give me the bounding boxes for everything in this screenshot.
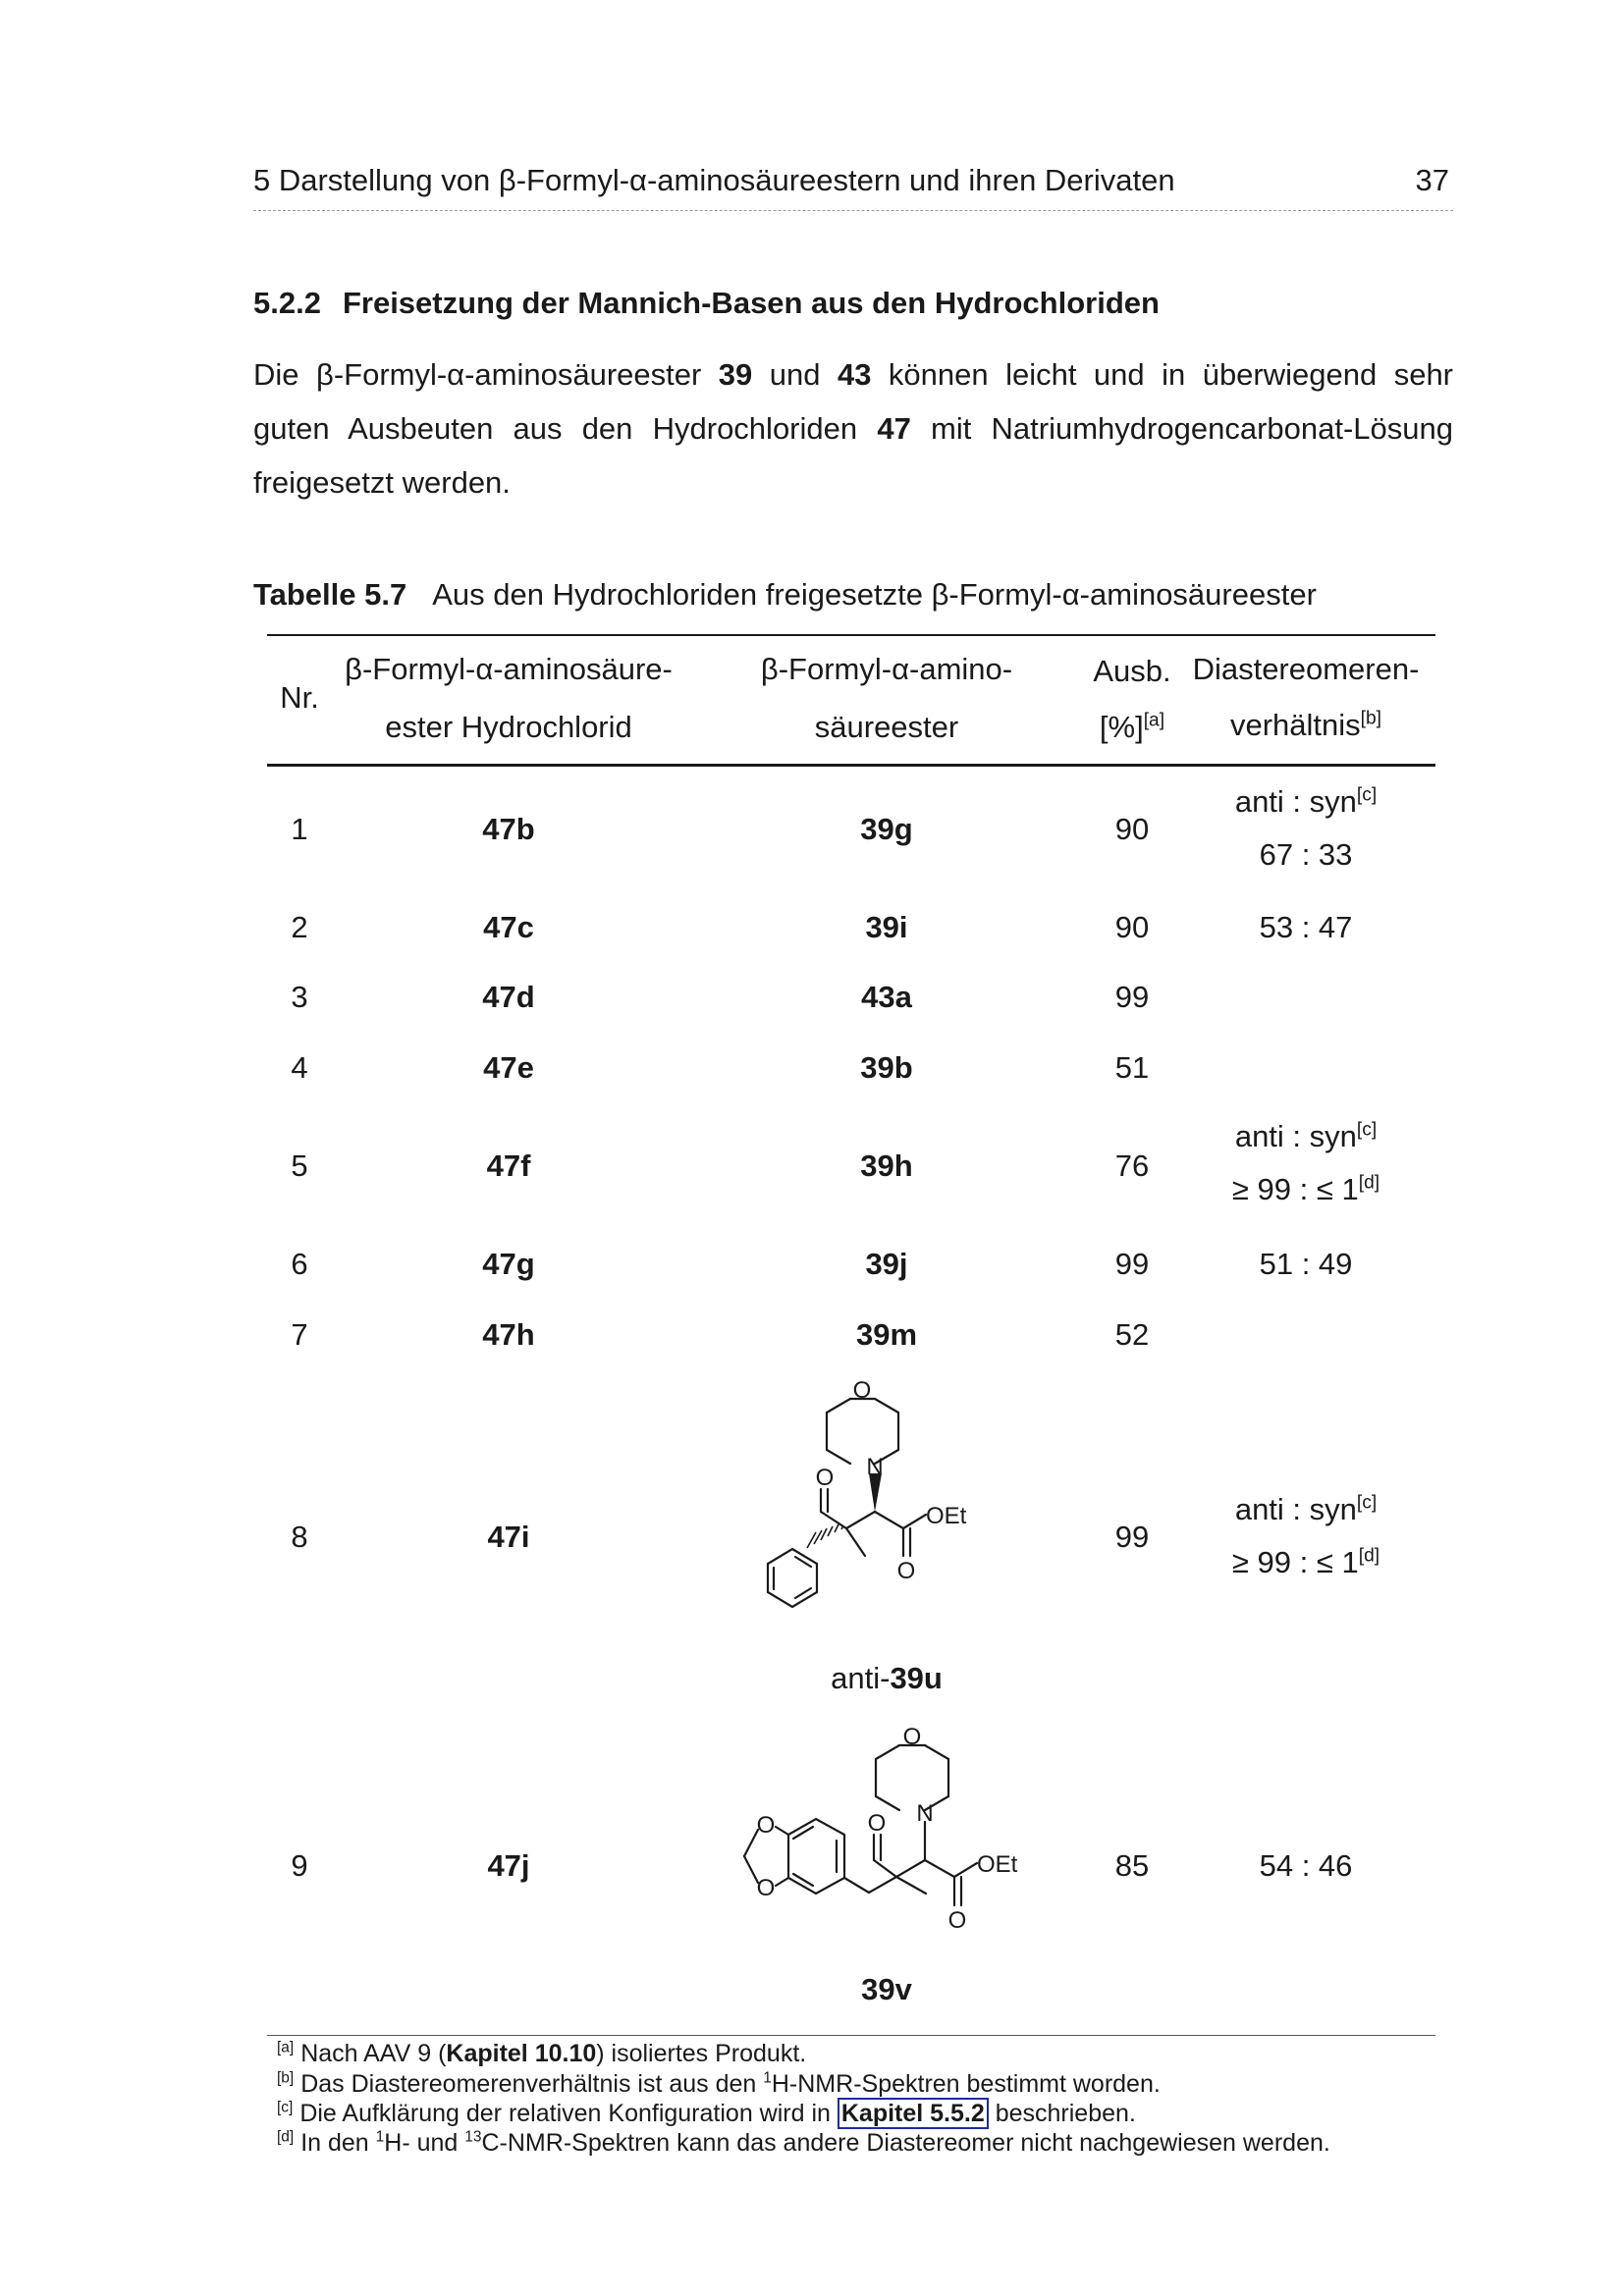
structure-anti-39u	[727, 1360, 1060, 1654]
footnote-mark: [a]	[277, 2039, 295, 2056]
isotope-number: 13	[464, 2128, 482, 2146]
footnote-text: Das Diastereomerenverhältnis ist aus den	[300, 2070, 764, 2098]
row3-hydrochloride: 47d	[482, 980, 535, 1014]
footnote-mark: [c]	[1356, 1119, 1378, 1141]
row9-hydrochloride: 47j	[487, 1848, 530, 1883]
stereo-prefix: anti-	[831, 1661, 891, 1695]
row5-dr-value	[1176, 1172, 1435, 1207]
bond	[776, 1827, 788, 1835]
bond	[875, 1512, 903, 1528]
bond	[827, 1450, 850, 1464]
col-header-dr-2	[1176, 708, 1435, 743]
row8-hydrochloride: 47i	[487, 1520, 530, 1554]
atom-label-o: O	[756, 1812, 776, 1839]
row9-ester-label: 39v	[861, 1972, 912, 2006]
bond	[875, 1399, 898, 1413]
atom-label-oet: OEt	[977, 1851, 1018, 1878]
row4-hydrochloride: 47e	[483, 1050, 534, 1085]
row8-yield: 99	[1114, 1520, 1150, 1554]
section-number: 5.2.2	[253, 286, 321, 320]
footnote-mark: [c]	[277, 2099, 294, 2116]
bond	[793, 1827, 813, 1839]
row5-yield: 76	[1114, 1148, 1150, 1183]
atom-label-o: O	[756, 1875, 776, 1901]
text-run: guten Ausbeuten aus den Hydrochloriden	[253, 411, 878, 446]
row2-dr-value: 53 : 47	[1259, 910, 1353, 944]
row1-nr: 1	[291, 812, 308, 846]
table-label: Tabelle 5.7	[253, 577, 407, 612]
bond	[896, 1860, 925, 1877]
compound-number: 39u	[890, 1661, 943, 1695]
atom-label-o: O	[896, 1558, 916, 1584]
col-header-ester-1: β-Formyl-α-amino-	[760, 652, 1013, 686]
benzene-ring	[768, 1549, 817, 1607]
bond	[846, 1512, 875, 1528]
text-run: Die β-Formyl-α-aminosäureester	[253, 357, 719, 392]
bond	[869, 1877, 896, 1893]
footnote-mark: [b]	[1360, 708, 1382, 729]
table-top-rule	[267, 634, 1435, 636]
row8-dr-label	[1176, 1492, 1435, 1527]
bond	[793, 1874, 813, 1886]
row4-ester: 39b	[860, 1050, 913, 1085]
hashed-bond	[807, 1524, 843, 1548]
atom-label-n: N	[866, 1454, 884, 1480]
bond	[925, 1860, 954, 1877]
compound-ref: 47	[877, 411, 911, 446]
row1-ester: 39g	[860, 812, 913, 846]
col-header-yield-1: Ausb.	[1093, 654, 1171, 688]
chapter-ref: Kapitel 10.10	[446, 2040, 597, 2067]
footnote-text: Nach AAV 9 (	[300, 2040, 447, 2067]
atom-label-o: O	[815, 1465, 835, 1491]
footnote-mark: [c]	[1356, 784, 1378, 806]
footnote-c	[277, 2100, 1136, 2128]
atom-label-o: O	[867, 1810, 887, 1837]
footnote-mark: [d]	[277, 2128, 295, 2146]
footnote-mark: [c]	[1356, 1492, 1378, 1514]
structure-39v	[687, 1713, 1100, 1963]
row2-hydrochloride: 47c	[483, 910, 534, 944]
bond	[844, 1878, 869, 1893]
col-header-hydrochloride-1: β-Formyl-α-aminosäure-	[345, 652, 673, 686]
row1-hydrochloride: 47b	[482, 812, 535, 846]
atom-label-oet: OEt	[926, 1503, 967, 1529]
section-heading	[253, 286, 1160, 321]
atom-label-n: N	[916, 1800, 934, 1827]
row3-ester: 43a	[861, 980, 912, 1014]
row5-hydrochloride: 47f	[486, 1148, 531, 1183]
bond	[925, 1745, 948, 1759]
yield-unit: [%]	[1099, 710, 1144, 744]
row2-ester: 39i	[865, 910, 908, 944]
dr-header-text: verhältnis	[1229, 708, 1361, 742]
footnote-a	[277, 2040, 806, 2068]
row9-dr-value: 54 : 46	[1259, 1848, 1353, 1883]
footnote-mark: [a]	[1143, 710, 1165, 731]
row2-yield: 90	[1114, 910, 1150, 944]
col-header-ester-2: säureester	[814, 710, 959, 744]
footnote-text: In den	[300, 2129, 376, 2157]
row8-nr: 8	[291, 1520, 308, 1554]
footnote-text: H- und	[384, 2129, 465, 2157]
isotope-number: 1	[763, 2069, 772, 2087]
running-title: 5 Darstellung von β-Formyl-α-aminosäureestern und ihren Derivaten	[253, 163, 1175, 197]
compound-ref: 43	[837, 357, 872, 392]
bond	[876, 1745, 899, 1759]
footnote-d	[277, 2129, 1330, 2158]
row1-dr-value: 67 : 33	[1259, 837, 1353, 872]
row7-ester: 39m	[855, 1317, 918, 1352]
dr-value: ≥ 99 : ≤ 1	[1231, 1545, 1359, 1579]
row6-yield: 99	[1114, 1247, 1150, 1281]
body-paragraph	[253, 347, 1453, 509]
table-header-rule	[267, 764, 1435, 767]
chapter-link[interactable]: Kapitel 5.5.2	[838, 2098, 989, 2129]
bond	[876, 1796, 899, 1810]
row9-yield: 85	[1114, 1848, 1150, 1883]
row8-ester-label	[685, 1661, 1088, 1696]
row4-nr: 4	[291, 1050, 308, 1085]
row1-yield: 90	[1114, 812, 1150, 846]
footnote-text: Die Aufklärung der relativen Konfiguration wird in	[299, 2100, 838, 2127]
footnote-mark: [d]	[1358, 1545, 1380, 1567]
paragraph-line-1	[253, 347, 1453, 401]
row6-ester: 39j	[865, 1247, 908, 1281]
col-header-nr: Nr.	[280, 680, 319, 715]
row7-yield: 52	[1114, 1317, 1150, 1352]
bond	[903, 1515, 926, 1528]
footnote-text: C-NMR-Spektren kann das andere Diastereomer nicht nachgewiesen werden.	[481, 2129, 1330, 2157]
col-header-yield-2	[1088, 710, 1176, 745]
compound-ref: 39	[718, 357, 753, 392]
page-header	[253, 159, 1453, 211]
col-header-hydrochloride-2: ester Hydrochlorid	[385, 710, 632, 744]
text-run: mit Natriumhydrogencarbonat-Lösung	[910, 411, 1453, 446]
row7-hydrochloride: 47h	[482, 1317, 535, 1352]
paragraph-line-3: freigesetzt werden.	[253, 465, 511, 500]
row5-nr: 5	[291, 1148, 308, 1183]
bond	[874, 1860, 896, 1877]
row6-hydrochloride: 47g	[482, 1247, 535, 1281]
row5-ester: 39h	[860, 1148, 913, 1183]
row7-nr: 7	[291, 1317, 308, 1352]
bond	[896, 1877, 926, 1894]
row9-nr: 9	[291, 1848, 308, 1883]
row6-nr: 6	[291, 1247, 308, 1281]
atom-label-o: O	[947, 1907, 967, 1934]
footnote-mark: [d]	[1358, 1172, 1380, 1194]
row6-dr-value: 51 : 49	[1259, 1247, 1353, 1281]
table-caption	[253, 577, 1317, 613]
row1-dr-label	[1176, 784, 1435, 820]
row8-dr-value	[1176, 1545, 1435, 1580]
text-run: und	[752, 357, 838, 392]
footnote-text: beschrieben.	[988, 2100, 1136, 2127]
atom-label-o: O	[852, 1377, 872, 1404]
footnote-b	[277, 2070, 1161, 2099]
row4-yield: 51	[1114, 1050, 1150, 1085]
isotope-number: 1	[375, 2128, 385, 2146]
table-bottom-rule	[267, 2035, 1435, 2036]
footnote-text: ) isoliertes Produkt.	[596, 2040, 807, 2067]
page-number: 37	[1415, 163, 1449, 197]
text-run: können leicht und in überwiegend sehr	[871, 357, 1454, 392]
footnote-text: H-NMR-Spektren bestimmt worden.	[771, 2070, 1161, 2098]
bond	[954, 1863, 977, 1877]
table-caption-text: Aus den Hydrochloriden freigesetzte β-Formyl-α-aminosäureester	[432, 577, 1317, 612]
paragraph-line-2	[253, 401, 1453, 455]
row3-nr: 3	[291, 980, 308, 1014]
atom-label-o: O	[902, 1724, 922, 1750]
bond	[846, 1528, 865, 1556]
dr-label: anti : syn	[1234, 784, 1357, 819]
dr-label: anti : syn	[1234, 1119, 1357, 1153]
bond	[776, 1878, 788, 1886]
dr-value: ≥ 99 : ≤ 1	[1231, 1172, 1359, 1206]
dr-label: anti : syn	[1234, 1492, 1357, 1526]
footnote-mark: [b]	[277, 2069, 295, 2087]
bond	[827, 1399, 850, 1413]
row3-yield: 99	[1114, 980, 1150, 1014]
row5-dr-label	[1176, 1119, 1435, 1154]
col-header-dr-1: Diastereomeren-	[1192, 652, 1420, 686]
section-title: Freisetzung der Mannich-Basen aus den Hydrochloriden	[342, 286, 1160, 320]
row2-nr: 2	[291, 910, 308, 944]
